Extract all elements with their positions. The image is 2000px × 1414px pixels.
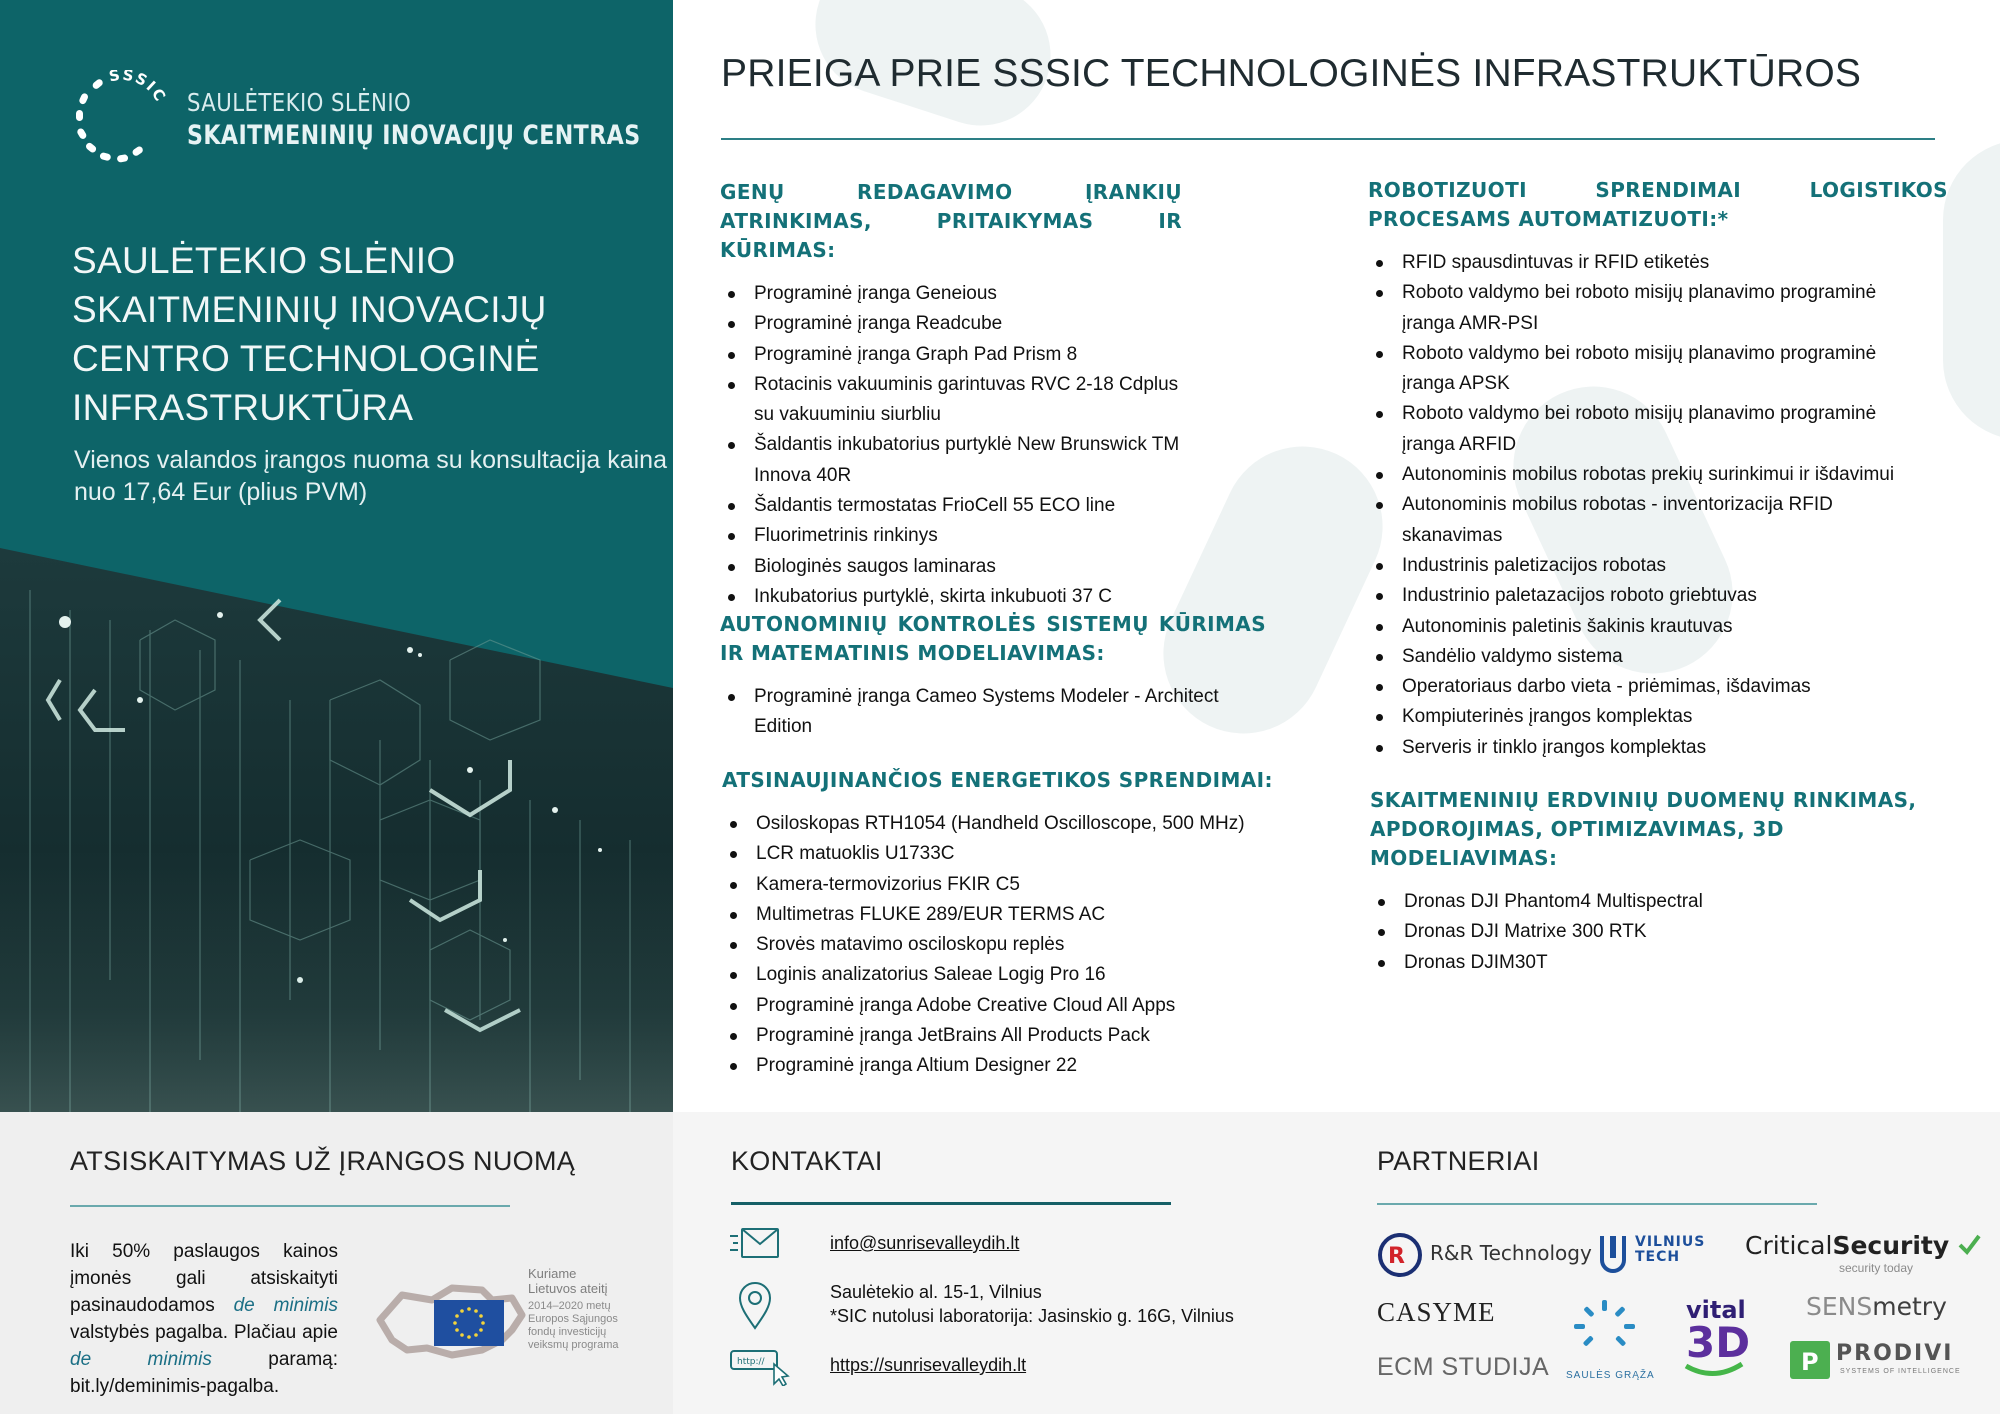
list-item: Inkubatorius purtyklė, skirta inkubuoti 37 C [720,582,1182,612]
list-item: Serveris ir tinklo įrangos komplektas [1368,733,1928,763]
list-item: LCR matuoklis U1733C [722,839,1322,869]
section-heading: SKAITMENINIŲ ERDVINIŲ DUOMENŲ RINKIMAS, APDOROJIMAS, OPTIMIZAVIMAS, 3D MODELIAVIMAS: [1370,788,1917,870]
web-icon-text: http:// [737,1357,765,1367]
saules-graza-name: SAULĖS GRĄŽA [1566,1370,1655,1381]
left-panel-title: SAULĖTEKIO SLĖNIO SKAITMENINIŲ INOVACIJŲ CENTRO TECHNOLOGINĖ INFRASTRUKTŪRA [72,240,547,428]
list-item: Fluorimetrinis rinkinys [720,521,1182,551]
section-gene-editing [720,178,1182,612]
list-item: Autonominis mobilus robotas prekių surinkimui ir išdavimui [1368,460,1928,490]
prodivi-name: PRODIVI [1836,1341,1954,1366]
de-minimis-term: de minimis [70,1349,212,1370]
critical-security-name-a: Critical [1745,1231,1833,1260]
item-list [720,279,1182,612]
partners-title: PARTNERIAI [1377,1146,1540,1176]
payment-text-part: paramą: bit.ly/deminimis-pagalba. [70,1349,338,1397]
item-list [1368,248,1928,763]
svg-text:P: P [1801,1348,1819,1376]
saules-graza-logo-icon [1572,1298,1638,1358]
list-item: Dronas DJI Phantom4 Multispectral [1370,887,1960,917]
payment-text-part: Iki 50% paslaugos kainos įmonės gali atsiskaityti pasinaudodamos [70,1241,338,1316]
list-item: Programinė įranga Cameo Systems Modeler - Architect Edition [720,682,1280,743]
section-spatial-data [1370,786,1960,978]
list-item: Dronas DJIM30T [1370,948,1960,978]
section-autonomous-control [720,610,1266,743]
list-item: Kompiuterinės įrangos komplektas [1368,702,1928,732]
page-title: PRIEIGA PRIE SSSIC TECHNOLOGINĖS INFRASTRUKTŪROS [721,52,1862,95]
de-minimis-term: de minimis [233,1295,338,1316]
website-link[interactable]: https://sunrisevalleydih.lt [830,1355,1027,1375]
ecm-studija-name: ECM STUDIJA [1377,1353,1550,1381]
section-heading: ROBOTIZUOTI SPRENDIMAI LOGISTIKOS PROCESAMS AUTOMATIZUOTI:* [1368,178,1948,231]
partners-divider [1377,1203,1817,1205]
partner-sensmetry [1806,1292,1947,1321]
partner-ecm-studija [1377,1353,1549,1382]
list-item: Roboto valdymo bei roboto misijų planavimo programinė įranga ARFID [1368,399,1928,460]
list-item: Kamera-termovizorius FKIR C5 [722,870,1322,900]
payment-title: ATSISKAITYMAS UŽ ĮRANGOS NUOMĄ [70,1146,576,1176]
address-line-2: *SIC nutolusi laboratorija: Jasinskio g. 16G, Vilnius [830,1306,1234,1326]
list-item: Multimetras FLUKE 289/EUR TERMS AC [722,900,1322,930]
sssic-logo [72,70,641,170]
logo-line-2: SKAITMENINIŲ INOVACIJŲ CENTRAS [187,120,641,151]
item-list [1370,887,1960,978]
list-item: RFID spausdintuvas ir RFID etiketės [1368,248,1928,278]
list-item: Industrinis paletizacijos robotas [1368,551,1928,581]
eu-funds-caption [528,1266,638,1352]
eu-caption-line: Kuriame [528,1266,577,1281]
payment-text-part: valstybės pagalba. Plačiau apie [70,1322,338,1343]
list-item: Srovės matavimo osciloskopu replės [722,930,1322,960]
list-item: Programinė įranga Geneious [720,279,1182,309]
rr-technology-name: R&R Technology [1430,1241,1592,1265]
logo-line-1: SAULĖTEKIO SLĖNIO [187,88,412,117]
payment-text [70,1238,338,1400]
svg-text:SSSIC [107,70,170,106]
left-panel [0,0,673,1112]
eu-caption-line: Lietuvos ateitį [528,1281,608,1296]
section-robotics-logistics [1368,176,1948,763]
vilnius-tech-logo-icon [1598,1234,1628,1274]
section-renewable-energy [722,766,1322,1082]
sensmetry-name-b: metry [1872,1292,1947,1321]
list-item: Programinė įranga Graph Pad Prism 8 [720,340,1182,370]
list-item: Operatoriaus darbo vieta - priėmimas, išdavimas [1368,672,1928,702]
list-item: Šaldantis termostatas FrioCell 55 ECO line [720,491,1182,521]
logo-mark-text: SSSIC [107,70,171,106]
list-item: Autonominis paletinis šakinis krautuvas [1368,612,1928,642]
list-item: Dronas DJI Matrixe 300 RTK [1370,917,1960,947]
vilnius-tech-line-1: VILNIUS [1635,1234,1706,1250]
critical-security-tagline: security today [1839,1261,1914,1275]
contacts-title: KONTAKTAI [731,1146,883,1176]
list-item: Programinė įranga Altium Designer 22 [722,1051,1322,1081]
vilnius-tech-line-2: TECH [1635,1249,1681,1265]
list-item: Programinė įranga JetBrains All Products Pack [722,1021,1322,1051]
web-link-icon [730,1346,792,1386]
vital-3d-name-b: 3D [1686,1318,1751,1367]
partner-casyme [1377,1297,1496,1328]
section-heading: AUTONOMINIŲ KONTROLĖS SISTEMŲ KŪRIMAS IR MATEMATINIS MODELIAVIMAS: [720,612,1266,665]
prodivi-tagline: SYSTEMS OF INTELLIGENCE [1840,1368,1961,1375]
check-swoosh-icon [1957,1233,1981,1257]
list-item: Rotacinis vakuuminis garintuvas RVC 2-18 Cdplus su vakuuminiu siurbliu [720,370,1182,431]
vital-3d-name-a: vital [1686,1296,1746,1324]
eu-caption-line: 2014–2020 metų Europos Sąjungos fondų investicijų veiksmų programa [528,1300,619,1351]
eu-flag-icon [434,1300,504,1346]
sssic-logo-mark-icon [72,70,172,170]
list-item: Roboto valdymo bei roboto misijų planavimo programinė įranga APSK [1368,339,1928,400]
location-pin-icon [730,1278,780,1332]
casyme-name: CASYME [1377,1297,1496,1327]
partner-critical-security [1745,1231,1950,1275]
critical-security-name-b: Security [1832,1231,1950,1260]
contacts-divider [731,1202,1171,1205]
section-heading: ATSINAUJINANČIOS ENERGETIKOS SPRENDIMAI: [722,768,1273,792]
list-item: Industrinio paletazacijos roboto griebtuvas [1368,581,1928,611]
email-link[interactable]: info@sunrisevalleydih.lt [830,1233,1020,1253]
address-line-1: Saulėtekio al. 15-1, Vilnius [830,1282,1042,1302]
sensmetry-name-a: SENS [1806,1292,1873,1321]
list-item: Loginis analizatorius Saleae Logig Pro 16 [722,960,1322,990]
rr-technology-logo-icon [1377,1232,1423,1278]
item-list [720,682,1280,743]
left-panel-subtitle: Vienos valandos įrangos nuoma su konsultacija kaina nuo 17,64 Eur (plius PVM) [74,446,667,506]
payment-divider [70,1205,510,1207]
email-icon [730,1226,780,1260]
list-item: Autonominis mobilus robotas - inventorizacija RFID skanavimas [1368,490,1928,551]
prodivi-logo-icon [1790,1341,1830,1379]
list-item: Sandėlio valdymo sistema [1368,642,1928,672]
list-item: Programinė įranga Readcube [720,309,1182,339]
list-item: Šaldantis inkubatorius purtyklė New Brunswick TM Innova 40R [720,430,1182,491]
list-item: Biologinės saugos laminaras [720,552,1182,582]
item-list [722,809,1322,1082]
section-heading: GENŲ REDAGAVIMO ĮRANKIŲ ATRINKIMAS, PRITAIKYMAS IR KŪRIMAS: [720,180,1182,262]
svg-text:R: R [1388,1244,1405,1269]
list-item: Programinė įranga Adobe Creative Cloud All Apps [722,991,1322,1021]
list-item: Roboto valdymo bei roboto misijų planavimo programinė įranga AMR-PSI [1368,278,1928,339]
list-item: Osiloskopas RTH1054 (Handheld Oscilloscope, 500 MHz) [722,809,1322,839]
title-divider [721,138,1935,140]
vital-3d-swoosh-icon [1684,1360,1744,1380]
